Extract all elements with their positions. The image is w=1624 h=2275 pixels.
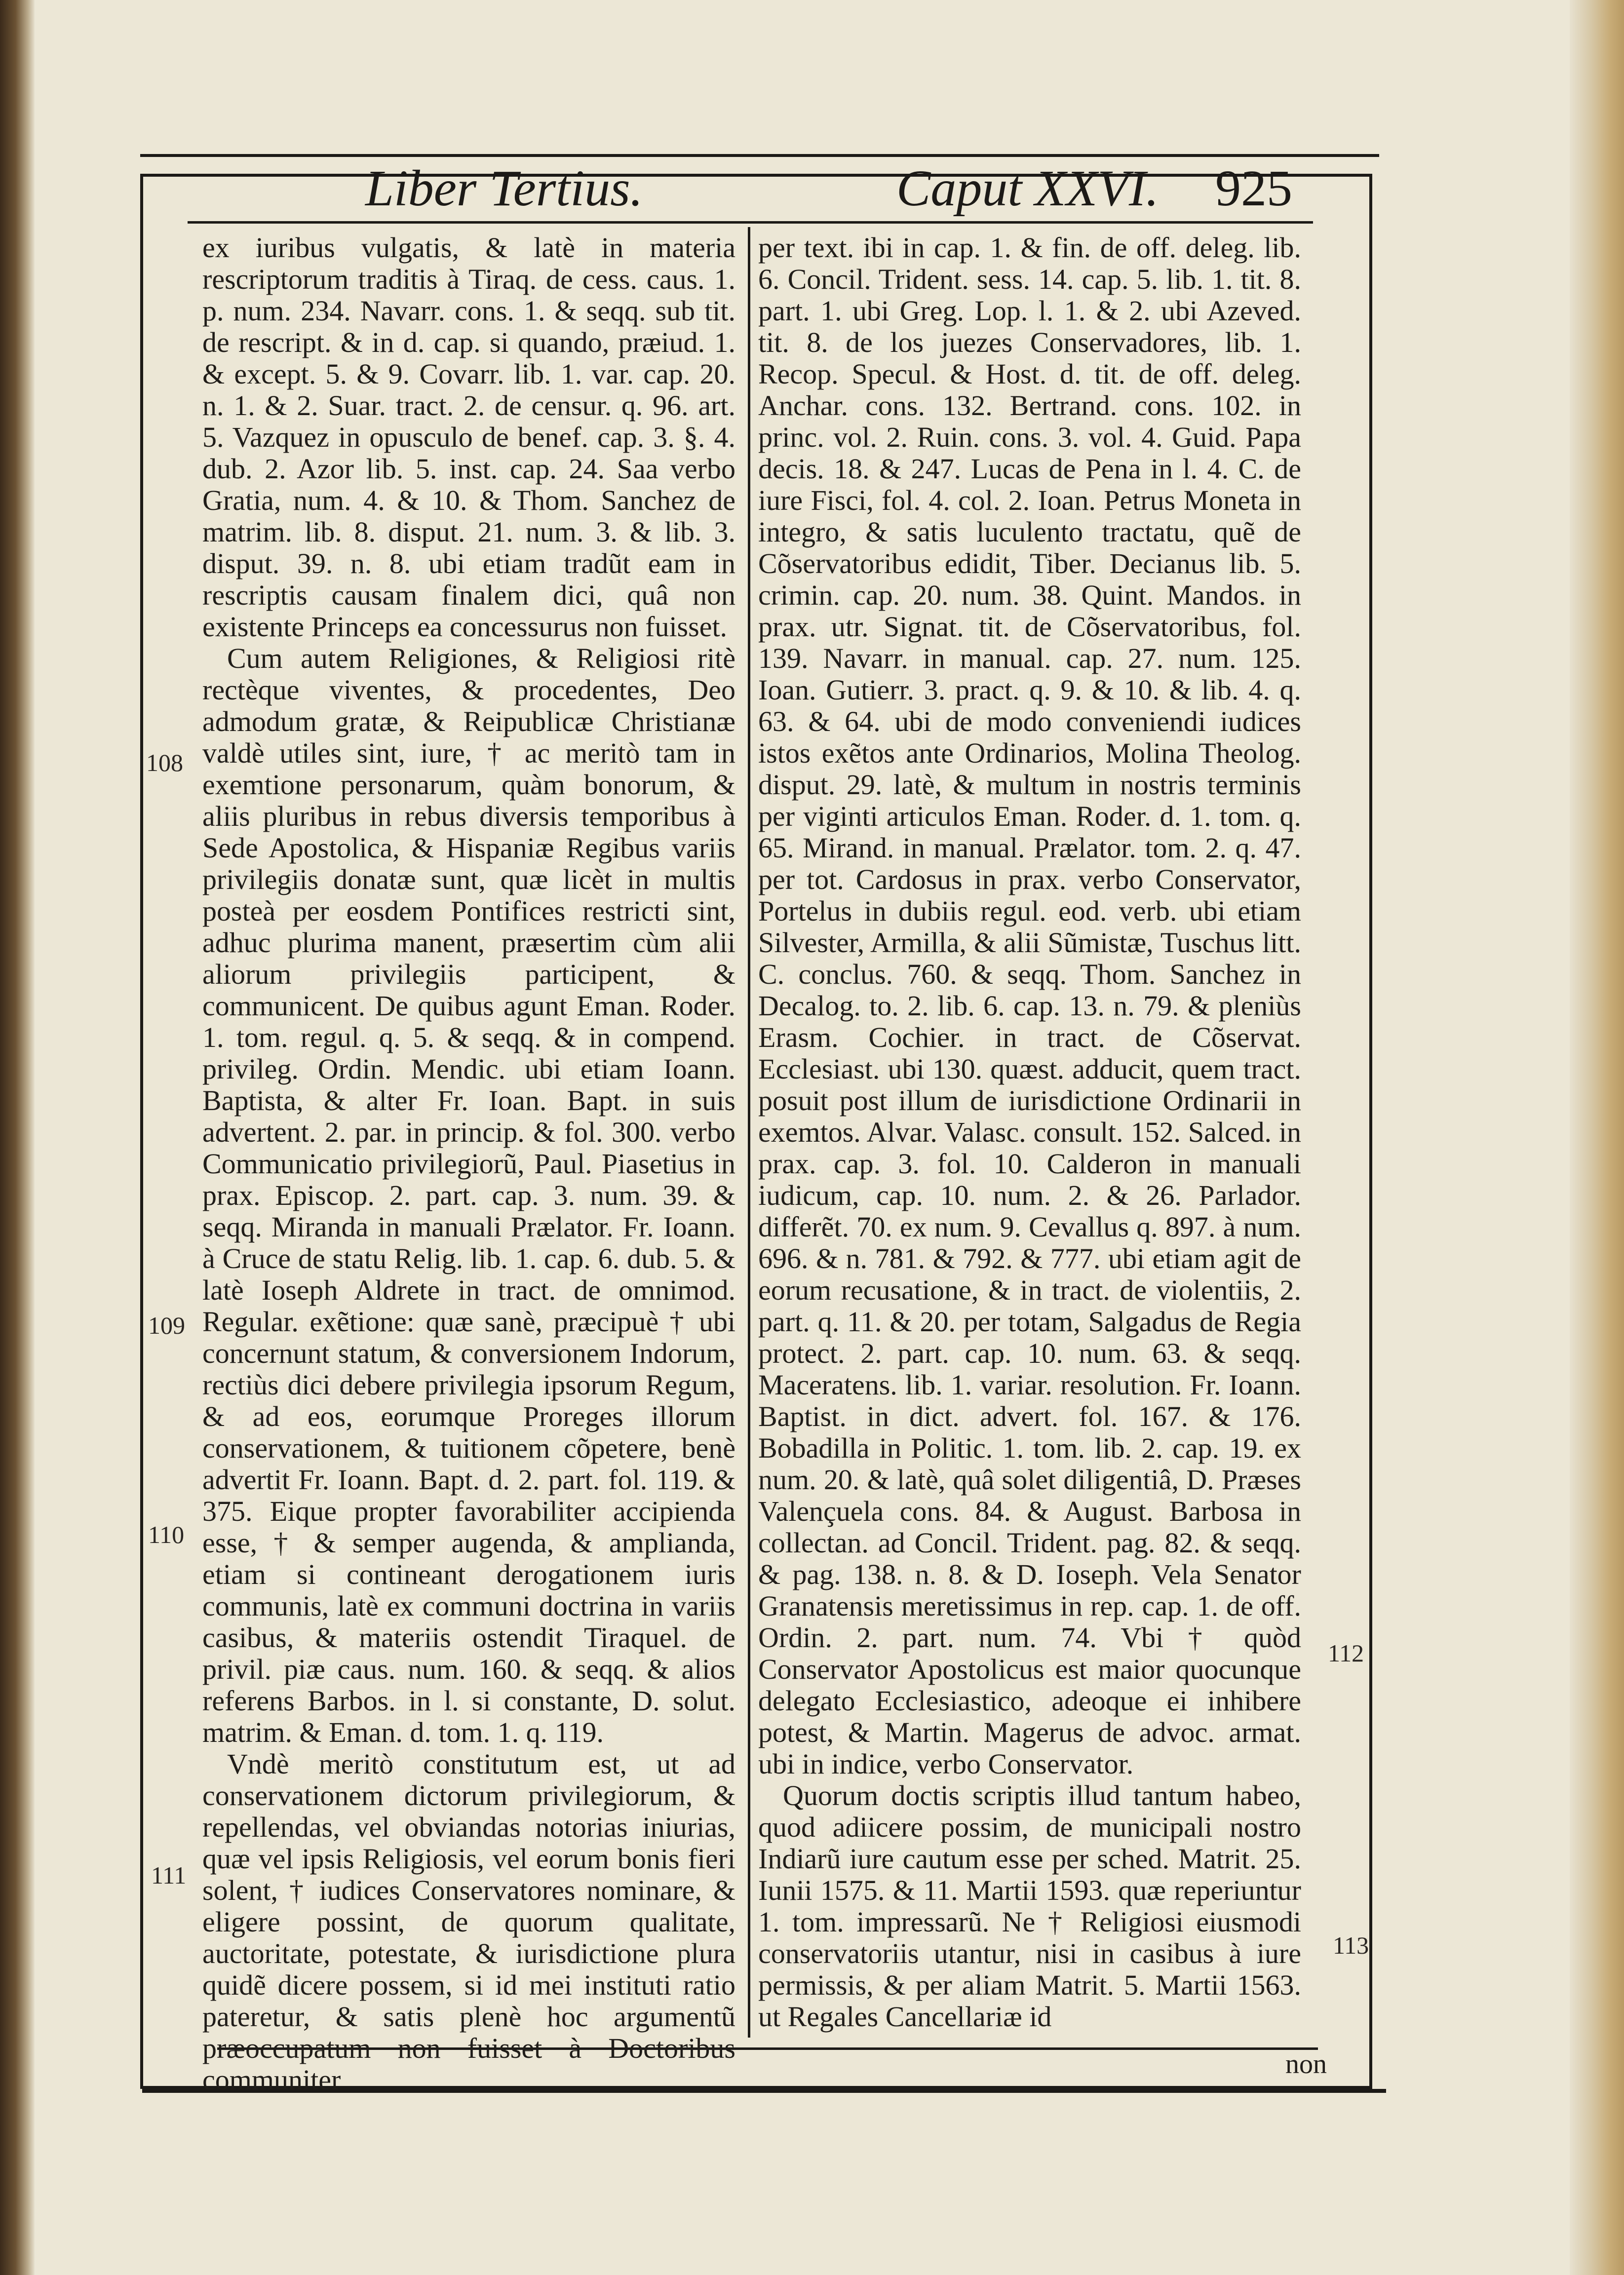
top-rule (140, 154, 1379, 157)
header-rule (188, 221, 1313, 224)
left-column (202, 231, 735, 2096)
right-column (758, 232, 1301, 2039)
book-spine-shadow (0, 0, 35, 2275)
margin-number: 109 (148, 1311, 185, 1339)
catchword: non (1285, 2049, 1327, 2080)
running-head-chapter: Caput XXVI. (896, 160, 1159, 217)
margin-number: 112 (1328, 1639, 1364, 1667)
running-head-book: Liber Tertius. (365, 160, 643, 217)
paragraph: per text. ibi in cap. 1. & fin. de off. deleg. lib. 6. Concil. Trident. sess. 14. cap. 5. lib. 1. tit. 8. part. 1. ubi Greg. Lop. l. 1. & 2. ubi Azeved. tit. 8. de los juezes Conservadores, lib. 1. Recop. Specul. & Host. d. tit. de off. deleg. Anchar. cons. 132. Bertrand. cons. 102. in princ. vol. 2. Ruin. cons. 3. vol. 4. Guid. Papa decis. 18. & 247. Lucas de Pena in l. 4. C. de iure Fisci, fol. 4. col. 2. Ioan. Petrus Moneta in integro, & satis luculento tractatu, quẽ de Cõservatoribus edidit, Tiber. Decianus lib. 5. crimin. cap. 20. num. 38. Quint. Mandos. in prax. utr. Signat. tit. de Cõservatoribus, fol. 139. Navarr. in manual. cap. 27. num. 125. Ioan. Gutierr. 3. pract. q. 9. & 10. & lib. 4. q. 63. & 64. ubi de modo conveniendi iudices istos exẽtos ante Ordinarios, Molina Theolog. disput. 29. latè, & multum in nostris terminis per viginti articulos Eman. Roder. d. 1. tom. q. 65. Mirand. in manual. Prælator. tom. 2. q. 47. per tot. Cardosus in prax. verbo Conservator, Portelus in dubiis regul. eod. verb. ubi etiam Silvester, Armilla, & alii Sũmistæ, Tuschus litt. C. conclus. 760. & seqq. Thom. Sanchez in Decalog. to. 2. lib. 6. cap. 13. n. 79. & pleniùs Erasm. Cochier. in tract. de Cõservat. Ecclesiast. ubi 130. quæst. adducit, quem tract. posuit post illum de iurisdictione Ordinarii in exemtos. Alvar. Valasc. consult. 152. Salced. in prax. cap. 3. fol. 10. Calderon in manuali iudicum, cap. 10. num. 2. & 26. Parlador. differẽt. 70. ex num. 9. Cevallus q. 897. à num. 696. & n. 781. & 792. & 777. ubi etiam agit de eorum recusatione, & in tract. de violentiis, 2. part. q. 11. & 20. per totam, Salgadus de Regia protect. 2. part. cap. 10. num. 63. & seqq. Maceratens. lib. 1. variar. resolution. Fr. Ioann. Baptist. in dict. advert. fol. 167. & 176. Bobadilla in Politic. 1. tom. lib. 2. cap. 19. ex num. 20. & latè, quâ solet diligentiâ, D. Præses Valençuela cons. 84. & August. Barbosa in collectan. ad Concil. Trident. pag. 82. & seqq. & pag. 138. n. 8. & D. Ioseph. Vela Senator Granatensis meretissimus in rep. cap. 1. de off. Ordin. 2. part. num. 74. Vbi † quòd Conservator Apostolicus est maior quocunque delegato Ecclesiastico, adeoque ei inhibere potest, & Martin. Magerus de advoc. armat. ubi in indice, verbo Conservator. (758, 231, 1301, 1780)
paragraph: ex iuribus vulgatis, & latè in materia rescriptorum traditis à Tiraq. de cess. caus. 1. p. num. 234. Navarr. cons. 1. & seqq. sub tit. de rescript. & in d. cap. si quando, præiud. 1. & except. 5. & 9. Covarr. lib. 1. var. cap. 20. n. 1. & 2. Suar. tract. 2. de censur. q. 96. art. 5. Vazquez in opusculo de benef. cap. 3. §. 4. dub. 2. Azor lib. 5. inst. cap. 24. Saa verbo Gratia, num. 4. & 10. & Thom. Sanchez de matrim. lib. 8. disput. 21. num. 3. & lib. 3. disput. 39. n. 8. ubi etiam tradũt eam in rescriptis causam finalem dici, quâ non existente Princeps ea concessurus non fuisset. (202, 231, 735, 643)
paragraph: Vndè meritò constitutum est, ut ad conservationem dictorum privilegiorum, & repellendas, vel obviandas notorias iniurias, quæ vel ipsis Religiosis, vel eorum bonis fieri solent, † iudices Conservatores nominare, & eligere possint, de quorum qualitate, auctoritate, potestate, & iurisdictione plura quidẽ dicere possem, si id mei instituti ratio pateretur, & satis plenè hoc argumentũ præoccupatum non fuisset à Doctoribus communiter (202, 1748, 735, 2096)
page-fore-edge (1570, 0, 1624, 2275)
margin-number: 113 (1333, 1931, 1369, 1959)
paragraph: Quorum doctis scriptis illud tantum habeo, quod adiicere possim, de municipali nostro Indiarũ iure cautum esse per sched. Matrit. 25. Iunii 1575. & 11. Martii 1593. quæ reperiuntur 1. tom. impressarũ. Ne † Religiosi eiusmodi conservatoriis utantur, nisi in casibus à iure permissis, & per aliam Matrit. 5. Martii 1563. ut Regales Cancellariæ id (758, 1779, 1301, 2033)
margin-number: 110 (148, 1521, 185, 1548)
column-divider (748, 227, 750, 2038)
paragraph: Cum autem Religiones, & Religiosi ritè rectèque viventes, & procedentes, Deo admodum gratæ, & Reipublicæ Christianæ valdè utiles sint, iure, † ac meritò tam in exemtione personarum, quàm bonorum, & aliis pluribus in rebus diversis temporibus à Sede Apostolica, & Hispaniæ Regibus variis privilegiis donatæ sunt, quæ licèt in multis posteà per eosdem Pontifices restricti sint, adhuc plurima manent, præsertim cùm alii aliorum privilegiis participent, & communicent. De quibus agunt Eman. Roder. 1. tom. regul. q. 5. & seqq. & in compend. privileg. Ordin. Mendic. ubi etiam Ioann. Baptista, & alter Fr. Ioan. Bapt. in suis advertent. 2. par. in princip. & fol. 300. verbo Communicatio privilegiorũ, Paul. Piasetius in prax. Episcop. 2. part. cap. 3. num. 39. & seqq. Miranda in manuali Prælator. Fr. Ioann. à Cruce de statu Relig. lib. 1. cap. 6. dub. 5. & latè Ioseph Aldrete in tract. de omnimod. Regular. exẽtione: quæ sanè, præcipuè † ubi concernunt statum, & conversionem Indorum, rectiùs dici debere privilegia ipsorum Regum, & ad eos, eorumque Proreges illorum conservationem, & tuitionem cõpetere, benè advertit Fr. Ioann. Bapt. d. 2. part. fol. 119. & 375. Eique propter favorabiliter accipienda esse, † & semper augenda, & amplianda, etiam si contineant derogationem iuris communis, latè ex communi doctrina in variis casibus, & materiis ostendit Tiraquel. de privil. piæ caus. num. 160. & seqq. & alios referens Barbos. in l. si constante, D. solut. matrim. & Eman. d. tom. 1. q. 119. (202, 642, 735, 1748)
margin-number: 111 (151, 1861, 187, 1889)
page-number: 925 (1215, 160, 1292, 217)
margin-number: 108 (146, 749, 183, 776)
